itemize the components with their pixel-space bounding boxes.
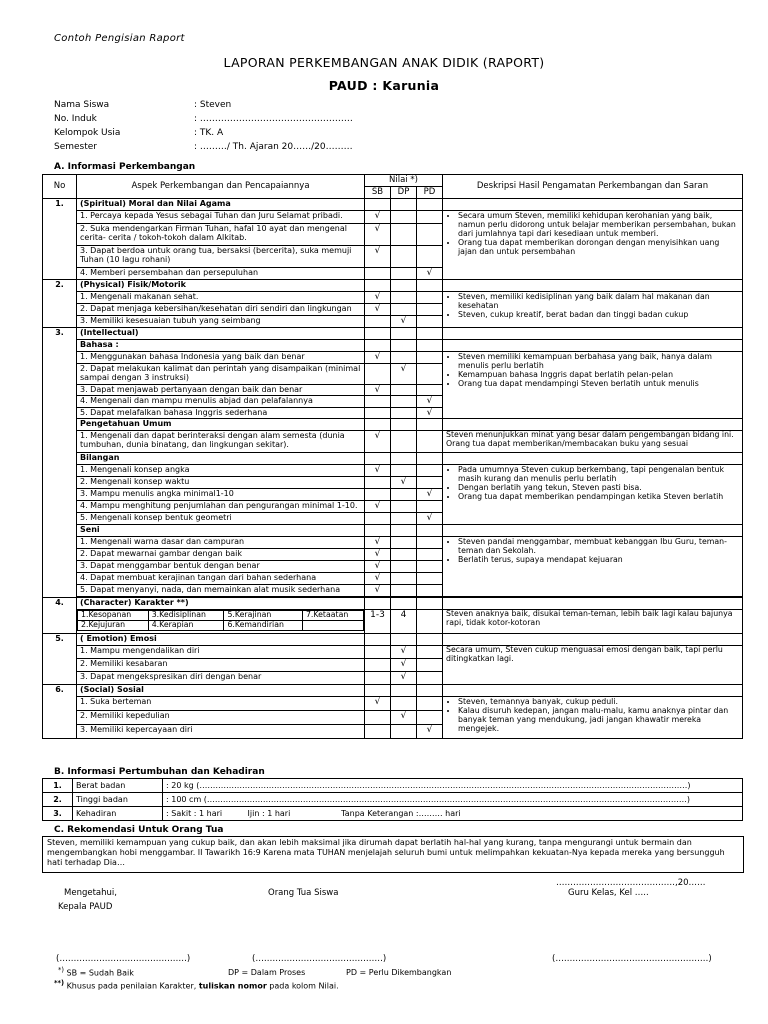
bilangan-item: 3. Mampu menulis angka minimal1-10 — [77, 489, 365, 501]
seni-item: 5. Dapat menyanyi, nada, dan memainkan alat musik sederhana — [77, 585, 365, 597]
seni-desc: • Steven pandai menggambar, membuat kebanggan Ibu Guru, teman-teman dan Sekolah. • Berlatih terus, supaya mendapat kejuaran — [443, 537, 743, 597]
growth-table — [42, 778, 743, 821]
check-mark: √ — [417, 489, 443, 501]
recommendation-box: Steven, memiliki kemampuan yang cukup baik, dan akan lebih maksimal jika dirumah dapat berlatih hal-hal yang kurang, tanpa mengurangi untuk bermain dan mengembangkan hobi menggambar. II Tawarikh 16:9 Karena mata TUHAN menjelajah seluruh bumi untuk melimpahkan kekuatan-Nya kepada mereka yang bersungguh hati terhadap Dia… — [42, 836, 744, 873]
school-name: PAUD : Karunia — [328, 78, 440, 93]
character-sb-value: 1-3 — [365, 610, 391, 634]
parent-signature-blank: (………………………………………) — [252, 954, 387, 964]
bahasa-item: 4. Mengenali dan mampu menulis abjad dan pelafalannya — [77, 396, 365, 407]
cat4-title: (Character) Karakter **) — [77, 598, 365, 610]
bahasa-title: Bahasa : — [77, 340, 365, 352]
check-mark: √ — [391, 659, 417, 672]
check-mark: √ — [365, 431, 391, 453]
cat4-desc: Steven anaknya baik, disukai teman-teman, lebih baik lagi kalau bajunya rapi, tidak kotor-kotoran — [443, 610, 743, 634]
character-item: 1.Kesopanan — [78, 611, 149, 621]
bilangan-item: 4. Mampu menghitung penjumlahan dan pengurangan minimal 1-10. — [77, 501, 365, 513]
header-pd: PD — [417, 187, 443, 199]
growth-label: Tinggi badan — [73, 793, 163, 807]
check-mark: √ — [365, 385, 391, 396]
check-mark: √ — [417, 513, 443, 525]
cat6-title: (Social) Sosial — [77, 685, 365, 697]
report-title: LAPORAN PERKEMBANGAN ANAK DIDIK (RAPORT) — [223, 55, 545, 70]
cat1-item: 2. Suka mendengarkan Firman Tuhan, hafal 10 ayat dan mengenal cerita- cerita / tokoh-tokoh dalam Alkitab. — [77, 224, 365, 246]
check-mark: √ — [365, 224, 391, 246]
cat3-no: 3. — [43, 328, 77, 598]
footnote-scale: *) SB = Sudah Baik — [58, 966, 134, 978]
check-mark: √ — [417, 396, 443, 407]
umum-title: Pengetahuan Umum — [77, 419, 365, 431]
check-mark: √ — [391, 316, 417, 328]
seni-item: 1. Mengenali warna dasar dan campuran — [77, 537, 365, 549]
character-item: 7.Ketaatan — [302, 611, 363, 621]
bilangan-item: 5. Mengenali konsep bentuk geometri — [77, 513, 365, 525]
parent-label: Orang Tua Siswa — [268, 888, 339, 898]
character-item — [302, 620, 363, 630]
character-dp-value: 4 — [391, 610, 417, 634]
check-mark: √ — [365, 561, 391, 573]
growth-label: Berat badan — [73, 779, 163, 793]
seni-item: 4. Dapat membuat kerajinan tangan dari bahan sederhana — [77, 573, 365, 585]
check-mark: √ — [365, 246, 391, 268]
header-sb: SB — [365, 187, 391, 199]
seni-title: Seni — [77, 525, 365, 537]
section-a-title: A. Informasi Perkembangan — [54, 162, 196, 172]
check-mark: √ — [391, 364, 417, 385]
cat1-item: 4. Memberi persembahan dan persepuluhan — [77, 268, 365, 280]
cat2-item: 1. Mengenali makanan sehat. — [77, 292, 365, 304]
cat2-item: 3. Memiliki kesesuaian tubuh yang seimbang — [77, 316, 365, 328]
cat1-item: 3. Dapat berdoa untuk orang tua, bersaksi (bercerita), suka memuji Tuhan (10 lagu rohani) — [77, 246, 365, 268]
cat6-no: 6. — [43, 685, 77, 739]
bilangan-item: 2. Mengenali konsep waktu — [77, 477, 365, 489]
growth-value: : 100 cm (………………………………………………………………………………………………………………………………………………………………) — [163, 793, 743, 807]
check-mark: √ — [365, 304, 391, 316]
bilangan-title: Bilangan — [77, 453, 365, 465]
cat6-item: 2. Memiliki kepedulian — [77, 711, 365, 725]
check-mark: √ — [391, 646, 417, 659]
principal-signature-blank: (………………………………………) — [56, 954, 191, 964]
cat3-title: (Intellectual) — [77, 328, 365, 340]
cat2-desc: • Steven, memiliki kedisiplinan yang baik dalam hal makanan dan kesehatan • Steven, cukup kreatif, berat badan dan tinggi badan cukup — [443, 292, 743, 328]
header-desc: Deskripsi Hasil Pengamatan Perkembangan dan Saran — [443, 175, 743, 199]
principal-label: Kepala PAUD — [58, 902, 113, 912]
check-mark: √ — [417, 725, 443, 739]
cat2-no: 2. — [43, 280, 77, 328]
growth-no: 2. — [43, 793, 73, 807]
check-mark: √ — [391, 477, 417, 489]
seni-item: 2. Dapat mewarnai gambar dengan baik — [77, 549, 365, 561]
cat1-desc: • Secara umum Steven, memiliki kehidupan kerohanian yang baik, namun perlu didorong untuk belajar memberikan persembahan, bukan dari jumlahnya tapi dari kesediaan untuk memberi. • Orang tua dapat memberikan dorongan dengan menyisihkan uang jajan dan untuk persembahan — [443, 211, 743, 280]
check-mark: √ — [391, 672, 417, 685]
cat5-no: 5. — [43, 634, 77, 685]
check-mark: √ — [365, 585, 391, 597]
check-mark: √ — [365, 292, 391, 304]
cat6-item: 1. Suka berteman — [77, 697, 365, 711]
character-item: 6.Kemandirian — [224, 620, 303, 630]
bilangan-desc: • Pada umumnya Steven cukup berkembang, tapi pengenalan bentuk masih kurang dan menulis perlu berlatih • Dengan berlatih yang tekun, Steven pasti bisa. • Orang tua dapat memberikan pendampingan ketika Steven berlatih — [443, 465, 743, 525]
cat1-title: (Spiritual) Moral dan Nilai Agama — [77, 199, 365, 211]
umum-item: 1. Mengenali dan dapat berinteraksi dengan alam semesta (dunia tumbuhan, dunia binatang, dan lingkungan sekitar). — [77, 431, 365, 453]
footnote-pd: PD = Perlu Dikembangkan — [346, 968, 452, 977]
growth-no: 3. — [43, 807, 73, 821]
seni-item: 3. Dapat menggambar bentuk dengan benar — [77, 561, 365, 573]
cat2-title: (Physical) Fisik/Motorik — [77, 280, 365, 292]
character-grid-cell — [77, 610, 365, 634]
growth-value: : Sakit : 1 hari Ijin : 1 hari Tanpa Keterangan :……… hari — [163, 807, 743, 821]
cat5-item: 2. Memiliki kesabaran — [77, 659, 365, 672]
character-item: 5.Kerajinan — [224, 611, 303, 621]
cat5-title: ( Emotion) Emosi — [77, 634, 365, 646]
footnote-character: **) Khusus pada penilaian Karakter, tuliskan nomor pada kolom Nilai. — [54, 979, 339, 991]
check-mark: √ — [365, 573, 391, 585]
check-mark: √ — [417, 268, 443, 280]
cat6-desc: • Steven, temannya banyak, cukup peduli. • Kalau disuruh kedepan, jangan malu-malu, kamu anaknya pintar dan banyak teman yang mendukung, jadi jangan khawatir mereka mengejek. — [443, 697, 743, 739]
growth-value: : 20 kg (…………………………………………………………………………………………………………………………………………………………………) — [163, 779, 743, 793]
character-grid — [77, 610, 364, 631]
cat5-item: 3. Dapat mengekspresikan diri dengan benar — [77, 672, 365, 685]
section-c-title: C. Rekomendasi Untuk Orang Tua — [54, 825, 224, 835]
character-item: 4.Kerapian — [148, 620, 224, 630]
check-mark: √ — [417, 407, 443, 418]
check-mark: √ — [365, 537, 391, 549]
mengetahui-label: Mengetahui, — [64, 888, 117, 898]
header-aspect: Aspek Perkembangan dan Pencapaiannya — [77, 175, 365, 199]
footnote-dp: DP = Dalam Proses — [228, 968, 306, 977]
header-nilai: Nilai *) — [365, 175, 443, 187]
check-mark: √ — [365, 352, 391, 364]
date-line: ……………………………………,20…… — [556, 878, 706, 888]
header-dp: DP — [391, 187, 417, 199]
teacher-signature-blank: (………………………………………………) — [552, 954, 712, 964]
bahasa-desc: • Steven memiliki kemampuan berbahasa yang baik, hanya dalam menulis perlu berlatih • Kemampuan bahasa Inggris dapat berlatih pelan-pelan • Orang tua dapat mendampingi Steven berlatih untuk menulis — [443, 352, 743, 419]
cat1-no: 1. — [43, 199, 77, 280]
bilangan-item: 1. Mengenali konsep angka — [77, 465, 365, 477]
cat5-desc: Secara umum, Steven cukup menguasai emosi dengan baik, tapi perlu ditingkatkan lagi. — [443, 646, 743, 685]
caption: Contoh Pengisian Raport — [54, 33, 185, 44]
character-item: 3.Kedisiplinan — [148, 611, 224, 621]
bahasa-item: 5. Dapat melafalkan bahasa Inggris sederhana — [77, 407, 365, 418]
cat4-no: 4. — [43, 598, 77, 634]
development-table — [42, 174, 743, 739]
teacher-label: Guru Kelas, Kel ….. — [568, 888, 649, 898]
check-mark: √ — [365, 549, 391, 561]
cat2-item: 2. Dapat menjaga kebersihan/kesehatan diri sendiri dan lingkungan — [77, 304, 365, 316]
report-page: Contoh Pengisian Raport LAPORAN PERKEMBANGAN ANAK DIDIK (RAPORT) PAUD : Karunia Nama Siswa : Steven No. Induk : …………………………………………… Kelompok Usia : TK. A Semester : ………/ Th. Ajaran 20……/20……… A. Informasi Perkembangan No Aspek Perkembangan dan Pencapaiannya Nilai *) Deskripsi Hasil Pengamatan Perkembangan dan Saran SB DP PD 1. (Spiritual) Moral dan Nilai Agama 1. Percaya kepada Yesus sebagai Tuhan dan Juru Selamat pribadi. √ • Secara umum Steven, memiliki kehidupan kerohanian yang baik, namun perlu didorong untuk belajar memberikan persembahan, bukan dari jumlahnya tapi dari kesediaan untuk memberi. • Orang tua dapat memberikan dorongan dengan menyisihkan uang jajan dan untuk persembahan 2. Suka mendengarkan Firman Tuhan, hafal 10 ayat dan mengenal cerita- cerita / tokoh-tokoh dalam Alkitab. √ 3. Dapat berdoa untuk orang tua, bersaksi (bercerita), suka memuji Tuhan (10 lagu rohani) √ 4. Memberi persembahan dan persepuluhan √ 2. (Physical) Fisik/Motorik 1. Mengenali makanan sehat. √ • Steven, memiliki kedisiplinan yang baik dalam hal makanan dan kesehatan • Steven, cukup kreatif, berat badan dan tinggi badan cukup 2. Dapat menjaga kebersihan/kesehatan diri sendiri dan lingkungan √ 3. Memiliki kesesuaian tubuh yang seimbang √ 3. (Intellectual) Bahasa : 1. Menggunakan bahasa Indonesia yang baik dan benar √ • Steven memiliki kemampuan berbahasa yang baik, hanya dalam menulis perlu berlatih • Kemampuan bahasa Inggris dapat berlatih pelan-pelan • Orang tua dapat mendampingi Steven berlatih untuk menulis 2. Dapat melakukan kalimat dan perintah yang disampaikan (minimal sampai dengan 3 instruksi) √ 3. Dapat menjawab pertanyaan dengan baik dan benar √ 4. Mengenali dan mampu menulis abjad dan pelafalannya √ 5. Dapat melafalkan bahasa Inggris sederhana √ Pengetahuan Umum 1. Mengenali dan dapat berinteraksi dengan alam semesta (dunia tumbuhan, dunia binatang, dan lingkungan sekitar). √ Steven menunjukkan minat yang besar dalam pengembangan bidang ini. Orang tua dapat memberikan/membacakan buku yang sesuai Bilangan 1. Mengenali konsep angka √ • Pada umumnya Steven cukup berkembang, tapi pengenalan bentuk masih kurang dan menulis perlu berlatih • Dengan berlatih yang tekun, Steven pasti bisa. • Orang tua dapat memberikan pendampingan ketika Steven berlatih 2. Mengenali konsep waktu √ 3. Mampu menulis angka minimal1-10 √ 4. Mampu menghitung penjumlahan dan pengurangan minimal 1-10. √ 5. Mengenali konsep bentuk geometri √ Seni 1. Mengenali warna dasar dan campuran √ • Steven pandai menggambar, membuat kebanggan Ibu Guru, teman-teman dan Sekolah. • Berlatih terus, supaya mendapat kejuaran 2. Dapat mewarnai gambar dengan baik √ 3. Dapat menggambar bentuk dengan benar √ 4. Dapat membuat kerajinan tangan dari bahan sederhana √ 5. Dapat menyanyi, nada, dan memainkan alat musik sederhana √ 4. (Character) Karakter **) 1.Kesopanan 3.Kedisiplinan 5.Kerajinan 7.Ketaatan 2.Kejujuran 4.Kerapian 6.Kemandirian 1-3 4 Steven anaknya baik, disukai teman-teman, lebih baik lagi kalau bajunya rapi, tidak kotor-kotoran 5. ( Emotion) Emosi 1. Mampu mengendalikan diri √ Secara umum, Steven cukup menguasai emosi dengan baik, tapi perlu ditingkatkan lagi. 2. Memiliki kesabaran √ 3. Dapat mengekspresikan diri dengan benar √ 6. (Social) Sosial 1. Suka berteman √ • Steven, temannya banyak, cukup peduli. • Kalau disuruh kedepan, jangan malu-malu, kamu anaknya pintar dan banyak teman yang mendukung, jadi jangan khawatir mereka mengejek. 2. Memiliki kepedulian √ 3. Memiliki kepercayaan diri √ B. Informasi Pertumbuhan dan Kehadiran 1. Berat badan : 20 kg (…………………………………………………………………………………………………………………………………………………………………) 2. Tinggi badan : 100 cm (………………………………………………………………………………………………………………………………………………………………) 3. Kehadiran : Sakit : 1 hari Ijin : 1 hari Tanpa Keterangan :……… hari C. Rekomendasi Untuk Orang Tua Steven, memiliki kemampuan yang cukup baik, dan akan lebih maksimal jika dirumah dapat berlatih hal-hal yang kurang, tanpa mengurangi untuk bermain dan mengembangkan hobi menggambar. II Tawarikh 16:9 Karena mata TUHAN menjelajah seluruh bumi untuk melimpahkan kekuatan-Nya kepada mereka yang bersungguh hati terhadap Dia… ……………………………………,20…… Mengetahui, Orang Tua Siswa Guru Kelas, Kel ….. Kepala PAUD (………………………………………) (………………………………………) (………………………………………………) *) SB = Sudah Baik DP = Dalam Proses PD = Perlu Dikembangkan **) Khusus pada penilaian Karakter, tuliskan nomor pada kolom Nilai. — [0, 0, 768, 1024]
header-no: No — [43, 175, 77, 199]
cat1-item: 1. Percaya kepada Yesus sebagai Tuhan dan Juru Selamat pribadi. — [77, 211, 365, 224]
bahasa-item: 3. Dapat menjawab pertanyaan dengan baik dan benar — [77, 385, 365, 396]
cat6-item: 3. Memiliki kepercayaan diri — [77, 725, 365, 739]
bahasa-item: 2. Dapat melakukan kalimat dan perintah yang disampaikan (minimal sampai dengan 3 instruksi) — [77, 364, 365, 385]
section-b-title: B. Informasi Pertumbuhan dan Kehadiran — [54, 767, 265, 777]
check-mark: √ — [365, 211, 391, 224]
check-mark: √ — [391, 711, 417, 725]
check-mark: √ — [365, 465, 391, 477]
cat5-item: 1. Mampu mengendalikan diri — [77, 646, 365, 659]
growth-no: 1. — [43, 779, 73, 793]
check-mark: √ — [365, 501, 391, 513]
umum-desc: Steven menunjukkan minat yang besar dalam pengembangan bidang ini. Orang tua dapat memberikan/membacakan buku yang sesuai — [443, 431, 743, 453]
character-item: 2.Kejujuran — [78, 620, 149, 630]
growth-label: Kehadiran — [73, 807, 163, 821]
check-mark: √ — [365, 697, 391, 711]
bahasa-item: 1. Menggunakan bahasa Indonesia yang baik dan benar — [77, 352, 365, 364]
